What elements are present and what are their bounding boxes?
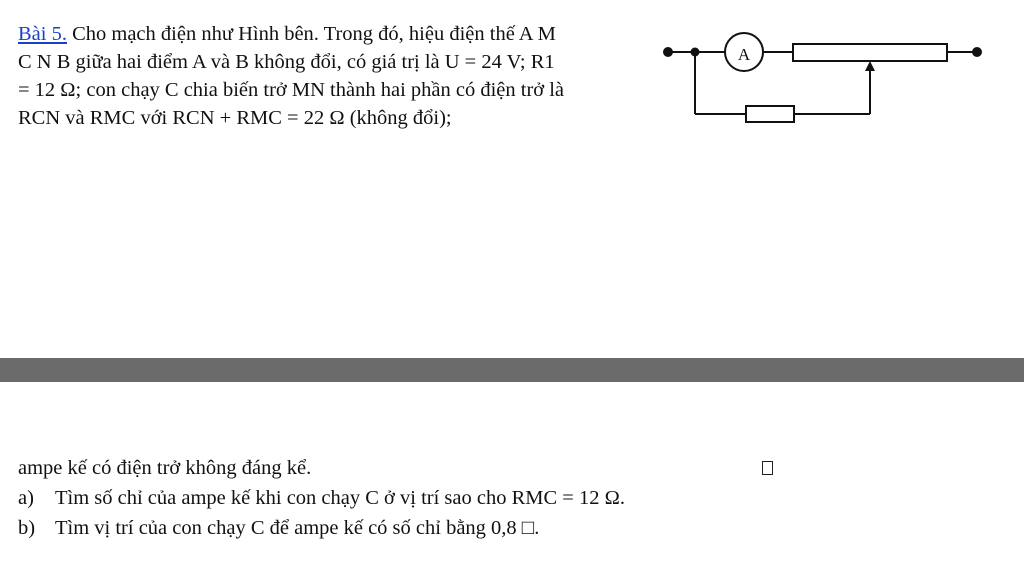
terminal-b bbox=[972, 47, 982, 57]
slider-c-arrow-icon bbox=[865, 61, 875, 71]
question-a-text: Tìm số chỉ của ampe kế khi con chạy C ở vị trí sao cho RMC = 12 Ω. bbox=[55, 487, 625, 509]
rheostat-mn bbox=[793, 44, 947, 61]
problem-text-1: Cho mạch điện như Hình bên. Trong đó, hiệu điện thế A M bbox=[66, 23, 556, 45]
question-a bbox=[18, 484, 625, 512]
ammeter-note: ampe kế có điện trở không đáng kể. bbox=[18, 457, 312, 479]
problem-line-2: C N B giữa hai điểm A và B không đổi, có giá trị là U = 24 V; R1 bbox=[18, 51, 555, 73]
problem-label: Bài 5. bbox=[18, 23, 67, 45]
page-divider bbox=[0, 358, 1024, 382]
problem-line-4: RCN và RMC với RCN + RMC = 22 Ω (không đổi); bbox=[18, 107, 452, 129]
missing-glyph-box bbox=[762, 461, 773, 475]
circuit-diagram bbox=[660, 28, 1000, 128]
ammeter-label: A bbox=[737, 45, 751, 64]
question-a-label: a) bbox=[18, 487, 34, 509]
problem-paragraph bbox=[18, 20, 652, 132]
question-b-text: Tìm vị trí của con chạy C để ampe kế có số chỉ bằng 0,8 □. bbox=[55, 517, 540, 539]
terminal-a bbox=[663, 47, 673, 57]
problem-line-1 bbox=[18, 20, 652, 48]
question-b bbox=[18, 514, 539, 542]
question-b-label: b) bbox=[18, 517, 36, 539]
problem-line-3: = 12 Ω; con chạy C chia biến trở MN thành hai phần có điện trở là bbox=[18, 79, 565, 101]
resistor-r1 bbox=[746, 106, 794, 122]
